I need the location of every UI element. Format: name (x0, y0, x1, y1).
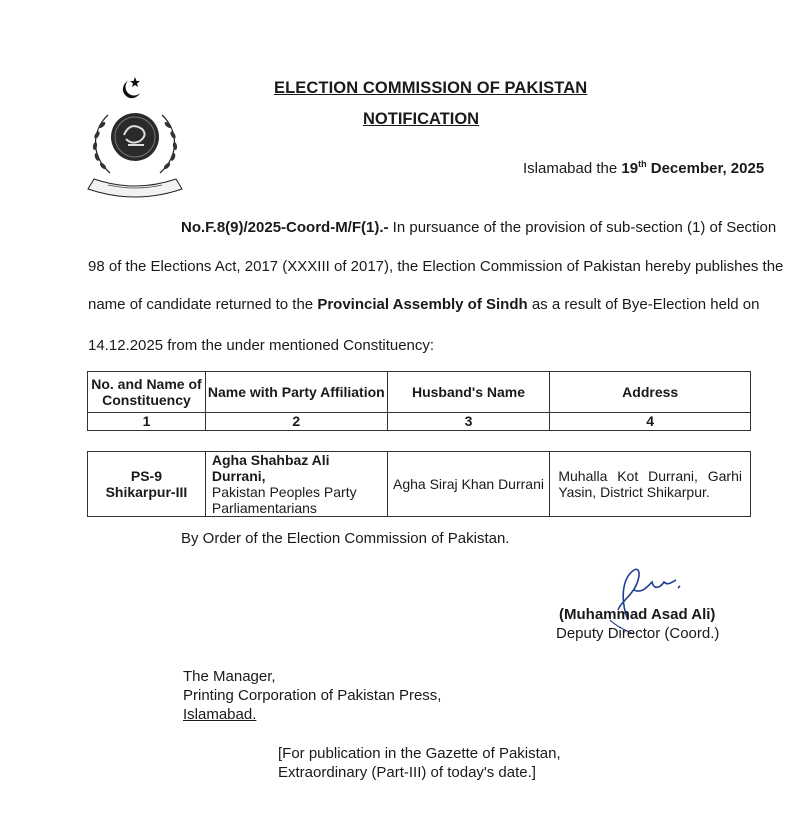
ecp-emblem-icon (80, 75, 190, 200)
notification-title: NOTIFICATION (363, 110, 480, 128)
header-husband-name: Husband's Name (387, 372, 550, 413)
paragraph-text: as a result of Bye-Election held on (527, 296, 760, 313)
reference-number: No.F.8(9)/2025-Coord-M/F(1).- (181, 219, 389, 236)
husband-name-cell: Agha Siraj Khan Durrani (387, 452, 550, 517)
results-table-row (87, 451, 751, 517)
constituency-name: Shikarpur-III (105, 484, 188, 500)
publication-line: Extraordinary (Part-III) of today's date.] (278, 764, 536, 781)
assembly-name: Provincial Assembly of Sindh (317, 296, 528, 313)
addressee-line: Printing Corporation of Pakistan Press, (183, 687, 442, 704)
signatory-title: Deputy Director (Coord.) (556, 625, 720, 642)
publication-line: [For publication in the Gazette of Pakistan, (278, 745, 561, 762)
paragraph-text: name of candidate returned to the (88, 296, 318, 313)
date-prefix: Islamabad the (523, 160, 622, 177)
signatory-name: (Muhammad Asad Ali) (559, 606, 716, 623)
results-table-header (87, 371, 751, 431)
addressee-line: The Manager, (183, 668, 276, 685)
date-day: 19 (621, 160, 639, 177)
order-line: By Order of the Election Commission of Pakistan. (181, 530, 510, 547)
publication-note (278, 744, 561, 782)
candidate-name: Agha Shahbaz Ali Durrani, (211, 452, 330, 484)
addressee-city: Islamabad. (183, 706, 257, 723)
column-number: 1 (88, 413, 206, 431)
addressee-block (183, 667, 441, 724)
date-month-year: December, 2025 (646, 160, 765, 177)
header-constituency: No. and Name of Constituency (88, 372, 206, 413)
paragraph-line-1 (181, 218, 777, 238)
constituency-cell (88, 452, 206, 517)
constituency-number: PS-9 (130, 468, 162, 484)
organization-title: ELECTION COMMISSION OF PAKISTAN (274, 79, 588, 97)
paragraph-line-3 (88, 295, 760, 315)
address-cell: Muhalla Kot Durrani, Garhi Yasin, District Shikarpur. (550, 452, 751, 517)
column-number: 2 (205, 413, 387, 431)
column-number: 3 (387, 413, 550, 431)
date-ordinal: th (638, 159, 647, 169)
table-row (88, 452, 751, 517)
party-affiliation: Pakistan Peoples Party Parliamentarians (211, 484, 357, 516)
paragraph-line-4: 14.12.2025 from the under mentioned Constituency: (88, 337, 435, 354)
header-address: Address (550, 372, 751, 413)
header-name-party: Name with Party Affiliation (205, 372, 387, 413)
paragraph-line-2: 98 of the Elections Act, 2017 (XXXIII of 2017), the Election Commission of Pakistan hereby publishes the (88, 258, 784, 275)
column-number: 4 (550, 413, 751, 431)
date-line (523, 159, 764, 177)
candidate-cell (205, 452, 387, 517)
paragraph-text: In pursuance of the provision of sub-section (1) of Section (388, 219, 777, 236)
